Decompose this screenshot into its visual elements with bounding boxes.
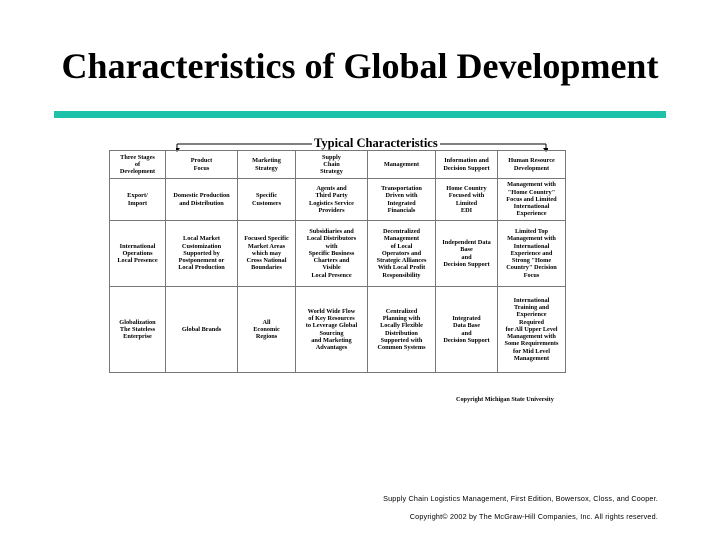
table-cell: Integrated Data Base and Decision Support [436, 287, 498, 373]
table-cell: International Operations Local Presence [110, 221, 166, 287]
table-cell: All Economic Regions [238, 287, 296, 373]
header-row [110, 151, 566, 179]
table-cell: Agents and Third Party Logistics Service Providers [296, 179, 368, 221]
table-cell: Local Market Customization Supported by Postponement or Local Production [166, 221, 238, 287]
table-cell: Globalization The Stateless Enterprise [110, 287, 166, 373]
title-divider [54, 111, 666, 118]
table-cell: Global Brands [166, 287, 238, 373]
table-row [110, 179, 566, 221]
table-row [110, 221, 566, 287]
table-cell: Centralized Planning with Locally Flexible Distribution Supported with Common Systems [368, 287, 436, 373]
header-cell-management: Management [368, 151, 436, 179]
table-cell: International Training and Experience Required for All Upper Level Management with Some Requirements for Mid Level Management [498, 287, 566, 373]
table-cell: Export/ Import [110, 179, 166, 221]
table-cell: World Wide Flow of Key Resources to Leverage Global Sourcing and Marketing Advantages [296, 287, 368, 373]
table-cell: Limited Top Management with International Experience and Strong "Home Country" Decision Focus [498, 221, 566, 287]
header-cell-human-resource: Human Resource Development [498, 151, 566, 179]
table-cell: Independent Data Base and Decision Support [436, 221, 498, 287]
table-cell: Domestic Production and Distribution [166, 179, 238, 221]
table-row [110, 287, 566, 373]
table-cell: Specific Customers [238, 179, 296, 221]
typical-characteristics-label: Typical Characteristics [314, 136, 438, 150]
footer-copyright: Copyright© 2002 by The McGraw-Hill Companies, Inc. All rights reserved. [409, 512, 658, 521]
characteristics-table [109, 150, 566, 373]
table-cell: Decentralized Management of Local Operators and Strategic Alliances With Local Profit Responsibility [368, 221, 436, 287]
footer-citation: Supply Chain Logistics Management, First Edition, Bowersox, Closs, and Cooper. [383, 494, 658, 503]
table-cell: Subsidiaries and Local Distributors with Specific Business Charters and Visible Local Presence [296, 221, 368, 287]
table-cell: Management with "Home Country" Focus and Limited International Experience [498, 179, 566, 221]
table-cell: Transportation Driven with Integrated Financials [368, 179, 436, 221]
header-cell-marketing: Marketing Strategy [238, 151, 296, 179]
header-cell-supply-chain: Supply Chain Strategy [296, 151, 368, 179]
table-cell: Focused Specific Market Areas which may Cross National Boundaries [238, 221, 296, 287]
table-cell: Home Country Focused with Limited EDI [436, 179, 498, 221]
slide-title: Characteristics of Global Development [61, 46, 659, 86]
header-cell-stages: Three Stages of Development [110, 151, 166, 179]
header-cell-product: Product Focus [166, 151, 238, 179]
header-cell-information: Information and Decision Support [436, 151, 498, 179]
source-note: Copyright Michigan State University [456, 396, 554, 403]
